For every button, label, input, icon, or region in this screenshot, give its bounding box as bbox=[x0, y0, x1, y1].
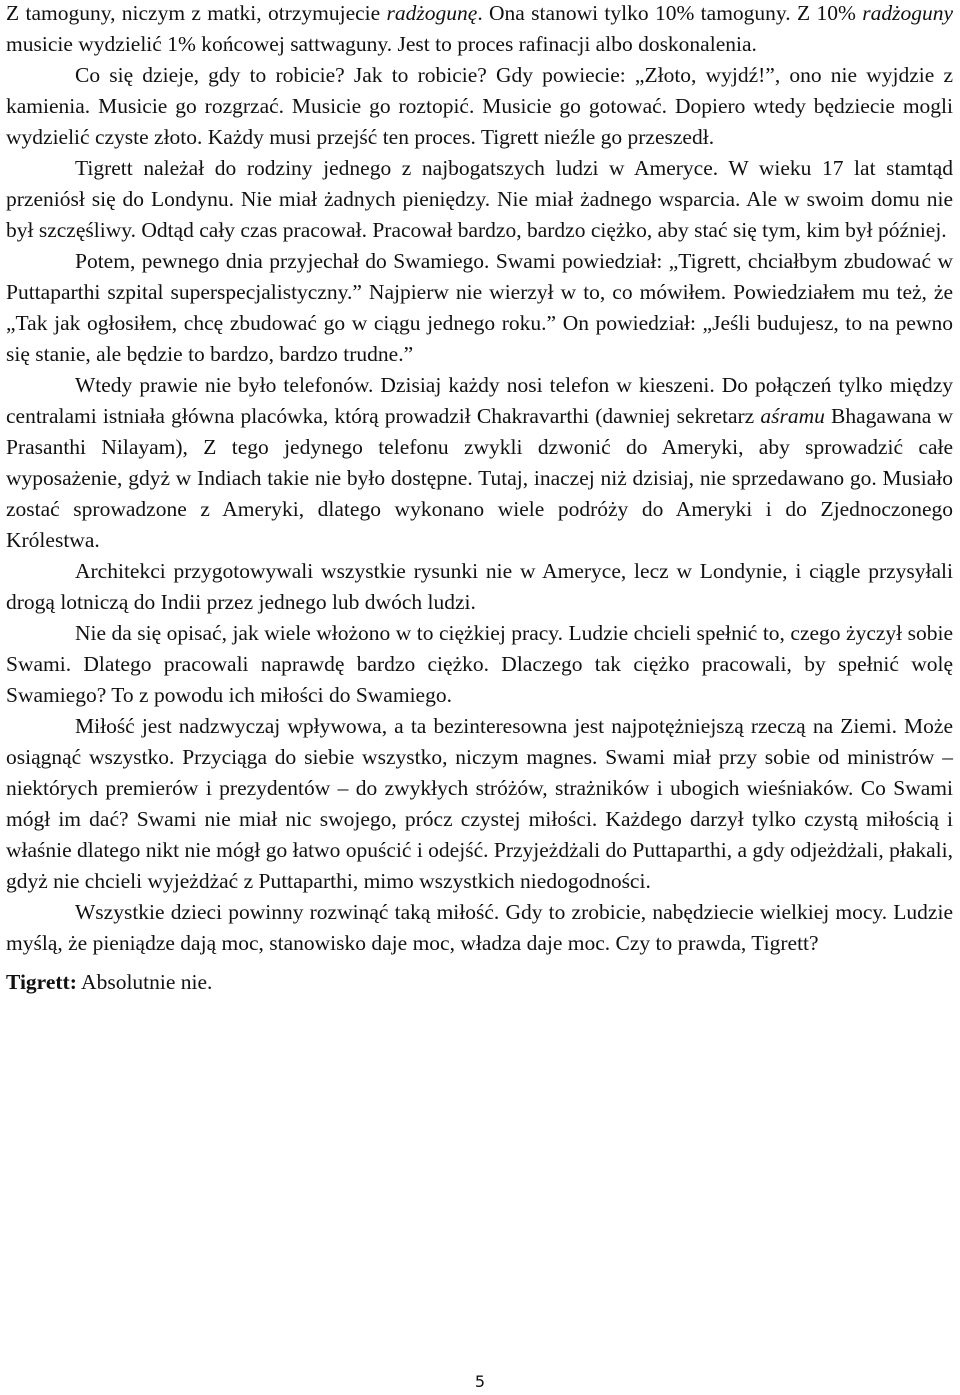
paragraph bbox=[6, 153, 953, 246]
paragraph-text: Wtedy prawie nie było telefonów. Dzisiaj każdy nosi telefon w kieszeni. Do połączeń tylko między centralami istniała główna placówka, którą prowadził Chakravarthi (dawniej sekretarz bbox=[6, 373, 953, 428]
document-body bbox=[6, 0, 953, 959]
paragraph bbox=[6, 618, 953, 711]
paragraph bbox=[6, 556, 953, 618]
paragraph-text: . Ona stanowi tylko 10% tamoguny. Z 10% bbox=[477, 1, 863, 25]
paragraph-text: Nie da się opisać, jak wiele włożono w to ciężkiej pracy. Ludzie chcieli spełnić to, czego życzył sobie Swami. Dlatego pracowali naprawdę bardzo ciężko. Dlaczego tak ciężko pracowali, by spełnić wolę Swamiego? To z powodu ich miłości do Swamiego. bbox=[6, 621, 953, 707]
paragraph bbox=[6, 60, 953, 153]
paragraph bbox=[6, 711, 953, 897]
paragraph bbox=[6, 246, 953, 370]
paragraph bbox=[6, 897, 953, 959]
paragraph-text: Wszystkie dzieci powinny rozwinąć taką miłość. Gdy to zrobicie, nabędziecie wielkiej mocy. Ludzie myślą, że pieniądze dają moc, stanowisko daje moc, władza daje moc. Czy to prawda, Tigrett? bbox=[6, 900, 953, 955]
italic-term: aśramu bbox=[760, 404, 825, 428]
italic-term: radżogunę bbox=[386, 1, 478, 25]
paragraph-text: Miłość jest nadzwyczaj wpływowa, a ta bezinteresowna jest najpotężniejszą rzeczą na Ziemi. Może osiągnąć wszystko. Przyciąga do siebie wszystko, niczym magnes. Swami miał przy sobie od ministrów – niektórych premierów i prezydentów – do zwykłych stróżów, strażników i ubogich wieśniaków. Co Swami mógł im dać? Swami nie miał nic swojego, prócz czystej miłości. Każdego darzył tylko czystą miłością i właśnie dlatego nikt nie mógł go łatwo opuścić i odejść. Przyjeżdżali do Puttaparthi, a gdy odjeżdżali, płakali, gdyż nie chcieli wyjeżdżać z Puttaparthi, mimo wszystkich niedogodności. bbox=[6, 714, 953, 893]
paragraph-text: Architekci przygotowywali wszystkie rysunki nie w Ameryce, lecz w Londynie, i ciągle przysyłali drogą lotniczą do Indii przez jednego lub dwóch ludzi. bbox=[6, 559, 953, 614]
italic-term: radżoguny bbox=[862, 1, 953, 25]
paragraph-text: Tigrett należał do rodziny jednego z najbogatszych ludzi w Ameryce. W wieku 17 lat stamtąd przeniósł się do Londynu. Nie miał żadnych pieniędzy. Nie miał żadnego wsparcia. Ale w swoim domu nie był szczęśliwy. Odtąd cały czas pracował. Pracował bardzo, bardzo ciężko, aby stać się tym, kim był później. bbox=[6, 156, 953, 242]
paragraph-text: Potem, pewnego dnia przyjechał do Swamiego. Swami powiedział: „Tigrett, chciałbym zbudować w Puttaparthi szpital superspecjalistyczny.” Najpierw nie wierzył w to, co mówiłem. Powiedziałem mu też, że „Tak jak ogłosiłem, chcę zbudować go w ciągu jednego roku.” On powiedział: „Jeśli budujesz, to na pewno się stanie, ale będzie to bardzo, bardzo trudne.” bbox=[6, 249, 953, 366]
paragraph-text: musicie wydzielić 1% końcowej sattwaguny. Jest to proces rafinacji albo doskonalenia. bbox=[6, 32, 757, 56]
page-number: 5 bbox=[474, 1372, 486, 1391]
paragraph-text: Co się dzieje, gdy to robicie? Jak to robicie? Gdy powiecie: „Złoto, wyjdź!”, ono nie wyjdzie z kamienia. Musicie go rozgrzać. Musicie go roztopić. Musicie go gotować. Dopiero wtedy będziecie mogli wydzielić czyste złoto. Każdy musi przejść ten proces. Tigrett nieźle go przeszedł. bbox=[6, 63, 953, 149]
paragraph-text: Bhagawana w Prasanthi Nilayam), Z tego jedynego telefonu zwykli dzwonić do Ameryki, aby sprowadzić całe wyposażenie, gdyż w Indiach takie nie było dostępne. Tutaj, inaczej niż dzisiaj, nie sprzedawano go. Musiało zostać sprowadzone z Ameryki, dlatego wykonano wiele podróży do Ameryki i do Zjednoczonego Królestwa. bbox=[6, 404, 953, 552]
document-page bbox=[6, 0, 953, 998]
paragraph bbox=[6, 370, 953, 556]
speaker-name: Tigrett: bbox=[6, 970, 77, 994]
speaker-reply: Absolutnie nie. bbox=[76, 970, 213, 994]
paragraph-text: Z tamoguny, niczym z matki, otrzymujecie bbox=[6, 1, 387, 25]
speaker-line bbox=[6, 967, 953, 998]
paragraph bbox=[6, 0, 953, 60]
